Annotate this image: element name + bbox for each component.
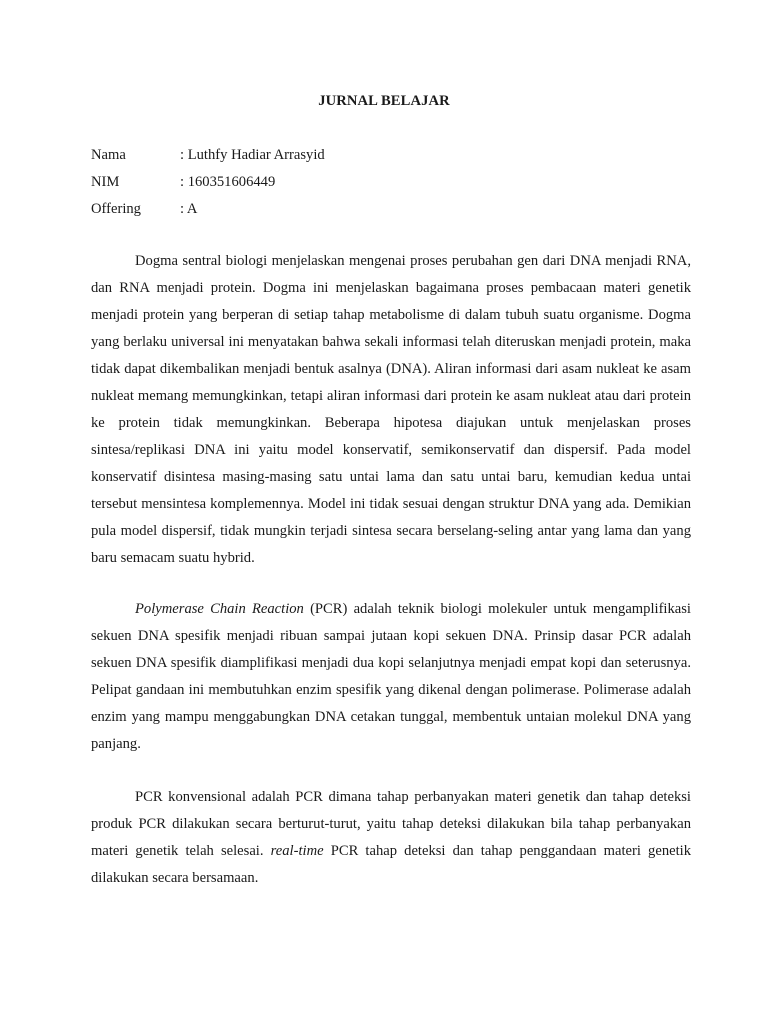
paragraph-pcr-text: (PCR) adalah teknik biologi molekuler untuk mengamplifikasi sekuen DNA spesifik menjadi ribuan sampai jutaan kopi sekuen DNA. Prinsip dasar PCR adalah sekuen DNA spesifik diamplifikasi menjadi dua kopi selanjutnya menjadi empat kopi dan seterusnya. Pelipat gandaan ini membutuhkan enzim spesifik yang dikenal dengan polimerase. Polimerase adalah enzim yang mampu menggabungkan DNA cetakan tunggal, membentuk untaian molekul DNA yang panjang.: [91, 601, 691, 752]
paragraph-pcr-conventional: [91, 784, 691, 892]
info-row-nim: [91, 173, 325, 200]
pcr-term-italic: Polymerase Chain Reaction: [135, 601, 304, 617]
student-info: [91, 146, 325, 227]
paragraph-pcr-definition: [91, 596, 691, 758]
paragraph-central-dogma: Dogma sentral biologi menjelaskan mengenai proses perubahan gen dari DNA menjadi RNA, dan RNA menjadi protein. Dogma ini menjelaskan bagaimana proses pembacaan materi genetik menjadi protein yang berperan di setiap tahap metabolisme di dalam tubuh suatu organisme. Dogma yang berlaku universal ini menyatakan bahwa sekali informasi telah diteruskan menjadi protein, maka tidak dapat dikembalikan menjadi bentuk asalnya (DNA). Aliran informasi dari asam nukleat ke asam nukleat memang memungkinkan, tetapi aliran informasi dari protein ke asam nukleat atau dari protein ke protein tidak memungkinkan. Beberapa hipotesa diajukan untuk menjelaskan proses sintesa/replikasi DNA ini yaitu model konservatif, semikonservatif dan dispersif. Pada model konservatif disintesa masing-masing satu untai lama dan satu untai baru, kemudian kedua untai tersebut mensintesa komplemennya. Model ini tidak sesuai dengan struktur DNA yang ada. Demikian pula model dispersif, tidak mungkin terjadi sintesa secara berselang-seling antar yang lama dan yang baru semacam suatu hybrid.: [91, 253, 691, 566]
info-label-offering: Offering: [91, 201, 141, 217]
info-value-name: : Luthfy Hadiar Arrasyid: [180, 147, 325, 163]
info-value-offering: : A: [180, 201, 198, 217]
paragraph-realtime-text: PCR tahap deteksi dan tahap penggandaan materi genetik dilakukan secara bersamaan.: [91, 843, 691, 886]
realtime-term-italic: real-time: [270, 843, 324, 859]
info-label-name: Nama: [91, 147, 126, 163]
info-row-offering: [91, 200, 325, 227]
info-label-nim: NIM: [91, 174, 120, 190]
info-value-nim: : 160351606449: [180, 174, 276, 190]
paragraph-conventional-text: PCR konvensional adalah PCR dimana tahap perbanyakan materi genetik dan tahap deteksi produk PCR dilakukan secara berturut-turut, yaitu tahap deteksi dilakukan bila tahap perbanyakan materi genetik telah selesai.: [91, 789, 691, 859]
document-title: JURNAL BELAJAR: [318, 93, 450, 109]
info-row-name: [91, 146, 325, 173]
